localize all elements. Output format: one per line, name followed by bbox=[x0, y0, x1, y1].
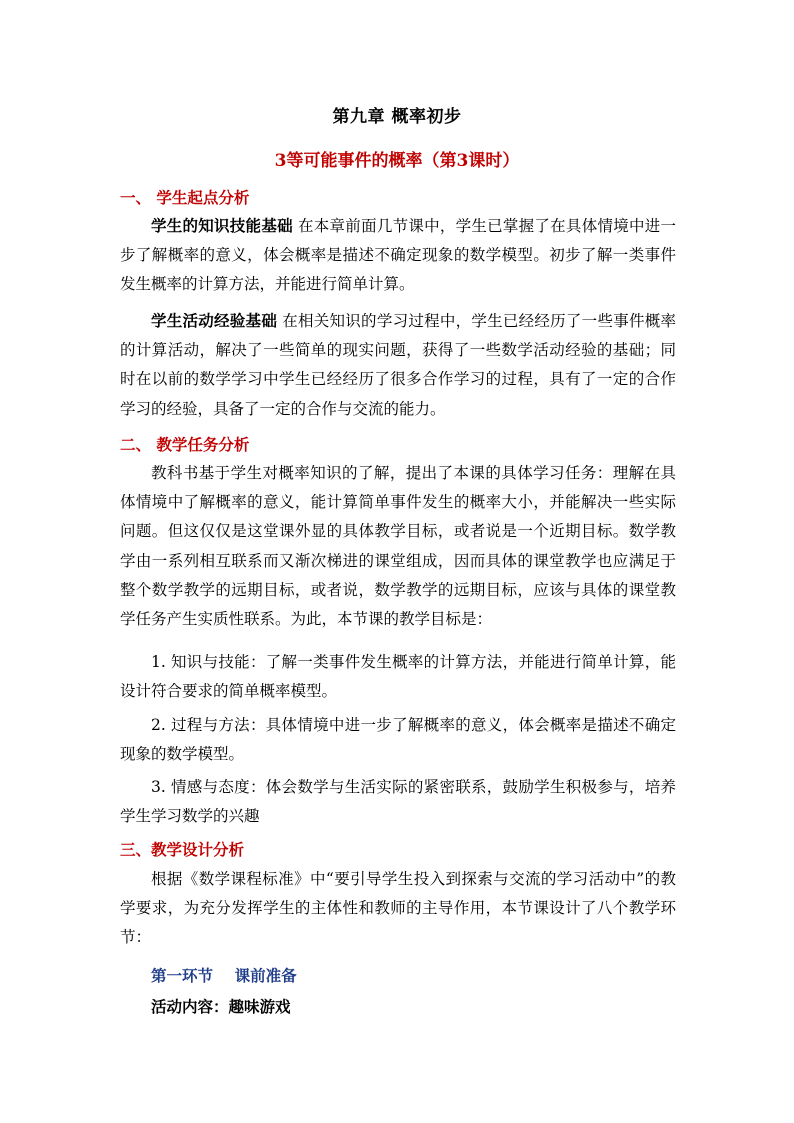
chapter-title: 第九章 概率初步 bbox=[332, 107, 462, 127]
activity-content: 活动内容：趣味游戏 bbox=[151, 997, 291, 1016]
paragraph-experience-base bbox=[120, 306, 676, 424]
goal-item-3: 3. 情感与态度：体会数学与生活实际的紧密联系，鼓励学生积极参与，培养学生学习数学的兴趣 bbox=[120, 778, 676, 826]
lesson-title: 3等可能事件的概率（第3课时） bbox=[274, 151, 520, 171]
goal-item-1: 1. 知识与技能：了解一类事件发生概率的计算方法，并能进行简单计算，能设计符合要求的简单概率模型。 bbox=[120, 653, 676, 701]
paragraph-lead: 学生的知识技能基础 bbox=[151, 216, 293, 235]
paragraph-lead: 学生活动经验基础 bbox=[151, 311, 278, 330]
paragraph-text: 在相关知识的学习过程中，学生已经经历了一些事件概率的计算活动，解决了一些简单的现实问题，获得了一些数学活动经验的基础；同时在以前的数学学习中学生已经经历了很多合作学习的过程，具有了一定的合作学习的经验，具备了一定的合作与交流的能力。 bbox=[120, 312, 676, 418]
section-heading-2: 二、 教学任务分析 bbox=[120, 435, 250, 454]
paragraph-text: 在本章前面几节课中，学生已掌握了在具体情境中进一步了解概率的意义，体会概率是描述不确定现象的数学模型。初步了解一类事件发生概率的计算方法，并能进行简单计算。 bbox=[120, 217, 676, 294]
paragraph-design-analysis: 根据《数学课程标准》中“要引导学生投入到探索与交流的学习活动中”的教学要求，为充分发挥学生的主体性和教师的主导作用，本节课设计了八个教学环节： bbox=[120, 870, 676, 947]
paragraph-task-analysis: 教科书基于学生对概率知识的了解，提出了本课的具体学习任务：理解在具体情境中了解概率的意义，能计算简单事件发生的概率大小，并能解决一些实际问题。但这仅仅是这堂课外显的具体教学目标，或者说是一个近期目标。数学教学由一系列相互联系而又渐次梯进的课堂组成，因而具体的课堂教学也应满足于整个数学教学的远期目标，或者说，数学教学的远期目标，应该与具体的课堂教学任务产生实质性联系。为此，本节课的教学目标是： bbox=[120, 464, 676, 629]
section-heading-1: 一、 学生起点分析 bbox=[120, 188, 250, 207]
section-heading-3: 三、教学设计分析 bbox=[120, 840, 245, 859]
paragraph-knowledge-base bbox=[120, 211, 676, 300]
step-heading: 第一环节 课前准备 bbox=[151, 966, 297, 985]
goal-item-2: 2. 过程与方法：具体情境中进一步了解概率的意义，体会概率是描述不确定现象的数学模型。 bbox=[120, 716, 676, 764]
